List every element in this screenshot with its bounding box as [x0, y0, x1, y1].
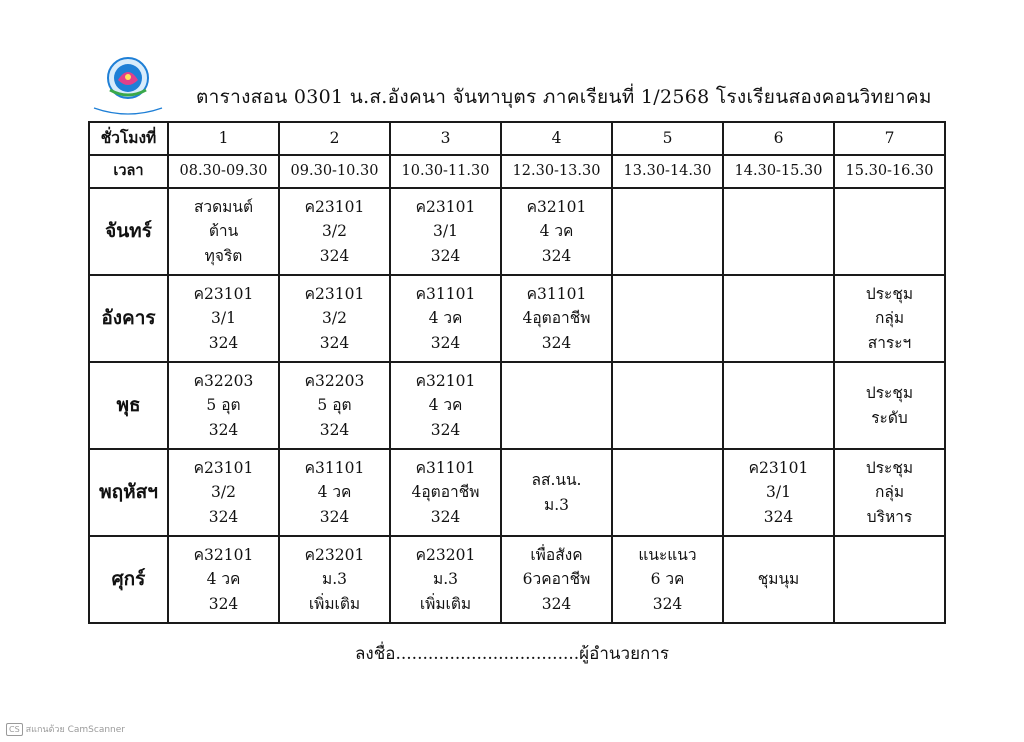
day-label: ศุกร์ [89, 536, 168, 623]
time-label: เวลา [89, 155, 168, 188]
cell-text: 5 อุต [206, 396, 241, 415]
cell-text: 324 [208, 507, 239, 526]
schedule-cell [390, 188, 501, 275]
schedule-cell [168, 362, 279, 449]
cell-text: ทุจริต [204, 246, 243, 265]
school-logo [88, 50, 168, 116]
cell-text: 4อุตอาชีพ [411, 483, 480, 502]
cell-text: 324 [652, 594, 683, 613]
cell-text: เพิ่มเติม [419, 594, 472, 613]
schedule-cell [168, 449, 279, 536]
cell-text: เพื่อสังค [530, 545, 583, 564]
cell-text: ม.3 [432, 570, 458, 589]
day-rows [89, 188, 945, 623]
schedule-cell [834, 362, 945, 449]
cell-text: 324 [319, 420, 350, 439]
watermark-text: สแกนด้วย CamScanner [25, 725, 125, 735]
period-number: 3 [390, 122, 501, 155]
cell-text: 324 [541, 333, 572, 352]
cell-text: 4 วค [428, 396, 463, 415]
schedule-cell [612, 536, 723, 623]
cell-text: 3/1 [766, 483, 791, 502]
cell-text: 324 [319, 246, 350, 265]
cell-text: ระดับ [871, 408, 908, 427]
cell-text: ค32101 [193, 545, 254, 564]
cell-text: ค31101 [415, 458, 476, 477]
schedule-cell [390, 536, 501, 623]
cell-text: 324 [208, 420, 239, 439]
cell-text: 324 [430, 333, 461, 352]
period-number: 6 [723, 122, 834, 155]
cell-text: ค23101 [748, 458, 809, 477]
time-slot: 15.30-16.30 [834, 155, 945, 188]
empty-cell [723, 188, 834, 275]
schedule-cell [168, 188, 279, 275]
cell-text: ม.3 [321, 570, 347, 589]
empty-cell [723, 275, 834, 362]
cell-text: 6วคอาชีพ [522, 570, 591, 589]
cell-text: สาระฯ [867, 333, 912, 352]
cell-text: ค23101 [304, 284, 365, 303]
schedule-cell [501, 188, 612, 275]
period-label: ชั่วโมงที่ [89, 122, 168, 155]
cell-text: ค31101 [415, 284, 476, 303]
cell-text: ม.3 [543, 495, 569, 514]
period-header-row [89, 122, 945, 155]
time-slot: 10.30-11.30 [390, 155, 501, 188]
empty-cell [834, 536, 945, 623]
cell-text: ประชุม [865, 384, 914, 402]
time-slot: 09.30-10.30 [279, 155, 390, 188]
schedule-cell [279, 188, 390, 275]
cell-text: 3/2 [211, 483, 236, 502]
cell-text: ค32101 [526, 197, 587, 216]
schedule-cell [834, 449, 945, 536]
day-label: พุธ [89, 362, 168, 449]
schedule-cell [168, 275, 279, 362]
day-row [89, 362, 945, 449]
cell-text: ประชุม [865, 458, 914, 477]
cell-text: 4อุตอาชีพ [522, 309, 591, 328]
cell-text: 4 วค [539, 222, 574, 241]
empty-cell [612, 449, 723, 536]
time-row [89, 155, 945, 188]
schedule-cell [501, 275, 612, 362]
schedule-cell [279, 362, 390, 449]
cell-text: ค32203 [193, 371, 254, 390]
schedule-cell [501, 536, 612, 623]
schedule-cell [279, 449, 390, 536]
cell-text: ลส.นน. [531, 471, 582, 489]
cell-text: ค23101 [193, 284, 254, 303]
schedule-cell [390, 275, 501, 362]
cell-text: 6 วค [650, 570, 685, 589]
schedule-cell [723, 536, 834, 623]
cell-text: ค32101 [415, 371, 476, 390]
period-number: 2 [279, 122, 390, 155]
cell-text: 324 [319, 333, 350, 352]
empty-cell [501, 362, 612, 449]
day-row [89, 449, 945, 536]
cell-text: กลุ่ม [874, 483, 905, 502]
schedule-cell [723, 449, 834, 536]
cell-text: ชุมนุม [757, 570, 800, 589]
day-label: อังคาร [89, 275, 168, 362]
time-slot: 08.30-09.30 [168, 155, 279, 188]
timetable [88, 121, 946, 624]
period-number: 7 [834, 122, 945, 155]
cell-text: ค23201 [304, 545, 365, 564]
empty-cell [834, 188, 945, 275]
day-row [89, 536, 945, 623]
cell-text: ค32203 [304, 371, 365, 390]
cell-text: 324 [763, 507, 794, 526]
schedule-cell [168, 536, 279, 623]
empty-cell [723, 362, 834, 449]
school-emblem-icon [88, 50, 168, 116]
cell-text: 3/1 [433, 222, 458, 241]
cell-text: ค31101 [304, 458, 365, 477]
cell-text: 4 วค [428, 309, 463, 328]
signature-line: ลงชื่อ..................................ผู้อำนวยการ [354, 644, 669, 664]
cell-text: 4 วค [317, 483, 352, 502]
cell-text: ค23201 [415, 545, 476, 564]
period-number: 5 [612, 122, 723, 155]
cell-text: 3/2 [322, 309, 347, 328]
cell-text: ค23101 [193, 458, 254, 477]
cell-text: แนะแนว [638, 545, 697, 564]
cell-text: 5 อุต [317, 396, 352, 415]
cell-text: 4 วค [206, 570, 241, 589]
period-number: 4 [501, 122, 612, 155]
empty-cell [612, 188, 723, 275]
schedule-cell [279, 275, 390, 362]
day-row [89, 275, 945, 362]
cell-text: 324 [430, 246, 461, 265]
time-slot: 12.30-13.30 [501, 155, 612, 188]
camscanner-icon: CS [6, 723, 23, 736]
cell-text: ค31101 [526, 284, 587, 303]
cell-text: 324 [430, 420, 461, 439]
cell-text: เพิ่มเติม [308, 594, 361, 613]
cell-text: ค23101 [304, 197, 365, 216]
cell-text: สวดมนต์ [193, 197, 254, 216]
cell-text: 324 [541, 246, 572, 265]
scanner-watermark [6, 722, 125, 736]
cell-text: กลุ่ม [874, 309, 905, 328]
schedule-cell [279, 536, 390, 623]
day-label: พฤหัสฯ [89, 449, 168, 536]
time-slot: 14.30-15.30 [723, 155, 834, 188]
period-number: 1 [168, 122, 279, 155]
cell-text: 324 [208, 594, 239, 613]
schedule-cell [390, 362, 501, 449]
day-row [89, 188, 945, 275]
day-label: จันทร์ [89, 188, 168, 275]
schedule-cell [390, 449, 501, 536]
page-title: ตารางสอน 0301 น.ส.อังคนา จันทาบุตร ภาคเรียนที่ 1/2568 โรงเรียนสองคอนวิทยาคม [196, 86, 932, 108]
cell-text: ค23101 [415, 197, 476, 216]
cell-text: 324 [430, 507, 461, 526]
empty-cell [612, 275, 723, 362]
cell-text: บริหาร [866, 507, 913, 526]
cell-text: 324 [208, 333, 239, 352]
schedule-cell [501, 449, 612, 536]
time-slot: 13.30-14.30 [612, 155, 723, 188]
cell-text: ต้าน [208, 222, 239, 241]
cell-text: 324 [319, 507, 350, 526]
schedule-cell [834, 275, 945, 362]
cell-text: 324 [541, 594, 572, 613]
cell-text: 3/1 [211, 309, 236, 328]
cell-text: 3/2 [322, 222, 347, 241]
empty-cell [612, 362, 723, 449]
cell-text: ประชุม [865, 284, 914, 303]
